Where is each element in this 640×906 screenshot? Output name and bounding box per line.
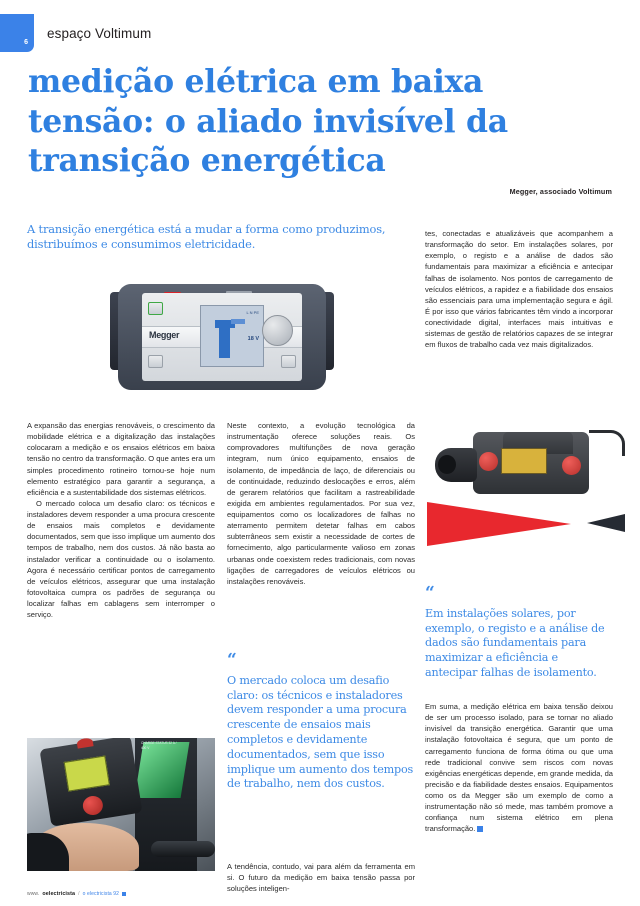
tester-lcd-top-label: L N PE — [246, 310, 259, 315]
paragraph: Em suma, a medição elétrica em baixa tensão deixou de ser um processo isolado, para se tornar no aliado invisível da transição energética. Garantir que uma instalação fotovoltaica é segura, que um ponto de carregamento funciona de forma ótima ou que uma rede tradicional convive sem riscos com novas exigências energéticas depende, em grande medida, da precisão e da fiabilidade destes ensaios. Equipamentos como os da Megger são um exemplo de como a instrumentação não só mede, mas também promove a confiança num sistema elétrico em plena transformação. — [425, 702, 613, 834]
footer-site-prefix: www. — [27, 891, 40, 897]
folio-tab — [0, 14, 34, 52]
column-middle — [227, 420, 415, 587]
tester-button-bottom-right — [281, 355, 296, 368]
footer-square-icon — [122, 892, 126, 896]
tester-body — [118, 284, 326, 390]
column-right-tail — [425, 701, 613, 835]
ev-plug-pins — [438, 455, 456, 474]
section-label: espaço Voltimum — [47, 25, 152, 41]
handheld-tester-red-button — [81, 795, 104, 817]
paragraph: Neste contexto, a evolução tecnológica da instrumentação oferece soluções reais. Os comprovadores multifunções de nova geração integram, num único equipamento, ensaios de isolamento, de impedância de laço, de diferenciais ou de continuidade, reduzindo deslocações e erros, além de gerarem relatórios que facilitam a rastreabilidade exigida em ambientes regulamentados. Por sua vez, equipamentos como os localizadores de falhas no aterramento permitem detetar falhas em cabos subterrâneos sem existir a necessidade de cortes de fornecimento, algo particularmente valioso em zonas urbanas onde coexistem redes tradicionais, com novas ligações de carregadores de veículos elétricos ou instalações renováveis. — [227, 421, 415, 586]
tester-button-bottom-left — [148, 355, 163, 368]
ev-cable — [589, 430, 625, 456]
tester-lcd-glyph-3 — [231, 319, 245, 324]
tester-faceplate — [142, 293, 302, 381]
station-panel-text: CHARGE STATUS 32 A / 400 V — [141, 741, 177, 750]
page-title: medição elétrica em baixa tensão: o aliado invisível da transição energética — [28, 63, 508, 180]
handheld-tester — [39, 738, 142, 827]
footer-separator: / — [78, 891, 80, 897]
paragraph: A expansão das energias renováveis, o crescimento da mobilidade elétrica e a digitalização das instalações colocaram a medição e os ensaios elétricos em baixa tensão no centro da transformação. O que antes era um simples procedimento rotineiro tornou-se hoje num elemento estratégico para garantir a segurança, a eficiência e a sustentabilidade dos sistemas elétricos. — [27, 421, 215, 497]
ev-tester-knob-left — [479, 452, 498, 471]
decorative-dark-triangle — [587, 514, 625, 532]
lead-paragraph: A transição energética está a mudar a forma como produzimos, distribuímos e consumimos eletricidade. — [27, 222, 386, 252]
quote-mark-icon: “ — [227, 650, 236, 670]
end-of-article-icon — [477, 826, 483, 832]
tester-lcd-glyph-2 — [219, 328, 230, 358]
paragraph: O mercado coloca um desafio claro: os técnicos e instaladores devem responder a uma procura crescente de ensaios mais completos e devidamente documentados, sem que isso implique um aumento dos tempos de trabalho, nem dos custos. Já não basta ao instalador verificar a continuidade ou o isolamento. Agora é necessário certificar pontos de carregamento de veículos elétricos, assegurar que uma instalação fotovoltaica cumpra os padrões de segurança ou localizar falhas em cablagens sem interromper o serviço. — [27, 498, 215, 620]
tester-brand-label: Megger — [149, 330, 180, 340]
tester-button-top-left — [148, 302, 163, 315]
ev-tester-screen — [501, 448, 547, 474]
ev-tester-unit — [473, 432, 589, 494]
column-left — [27, 420, 215, 620]
pullquote-middle — [227, 650, 415, 792]
paragraph: tes, conectadas e atualizáveis que acompanhem a transformação do setor. Em instalações solares, por exemplo, o registo e a análise de dados são fundamentais para maximizar a eficiência e antecipar falhas de isolamento. Nos pontos de carregamento de veículos elétricos, a rapidez e a fiabilidade dos ensaios são essenciais para uma implementação segura e ágil. É por isso que vários fabricantes têm vindo a incorporar conectividade digital, interfaces mais intuitivas e sistemas de gestão de relatórios capazes de se integrar em fluxos de trabalho cada vez mais digitalizados. — [425, 229, 613, 350]
ev-tester-knob-right — [562, 456, 581, 475]
footer-site-name: oelectricista — [42, 891, 76, 897]
tester-rotary-dial — [262, 315, 293, 346]
handheld-tester-top-button — [76, 738, 93, 749]
figure-ev-charging-station — [27, 738, 215, 871]
decorative-red-triangle — [427, 502, 571, 546]
quote-mark-icon: “ — [425, 583, 434, 603]
column-right — [425, 228, 613, 350]
ev-type2-plug — [435, 448, 477, 482]
pullquote-middle-text: O mercado coloca um desafio claro: os técnicos e instaladores devem responder a uma procura crescente de ensaios mais completos e devidamente documentados, sem que isso implique um aumento dos tempos de trabalho, nem dos custos. — [227, 673, 414, 791]
figure-ev-charge-tester — [425, 420, 629, 570]
figure-megger-tester — [110, 268, 334, 408]
folio-number: 6 — [24, 39, 28, 46]
pullquote-right — [425, 583, 613, 681]
tester-lcd-screen — [200, 305, 264, 367]
pullquote-right-text: Em instalações solares, por exemplo, o registo e a análise de dados são fundamentais para maximizar a eficiência e antecipar falhas de isolamento. — [425, 606, 605, 680]
tester-lcd-value: 18 V — [247, 336, 259, 342]
page-header — [0, 14, 640, 52]
footer — [27, 891, 126, 897]
handheld-tester-lcd — [64, 755, 110, 791]
footer-issue: o electricista 92 — [82, 891, 120, 897]
station-charging-nozzle — [151, 841, 215, 857]
column-middle-tail: A tendência, contudo, vai para além da ferramenta em si. O futuro da medição em baixa tensão passa por soluções inteligen- — [227, 862, 415, 894]
byline: Megger, associado Voltimum — [509, 187, 612, 196]
